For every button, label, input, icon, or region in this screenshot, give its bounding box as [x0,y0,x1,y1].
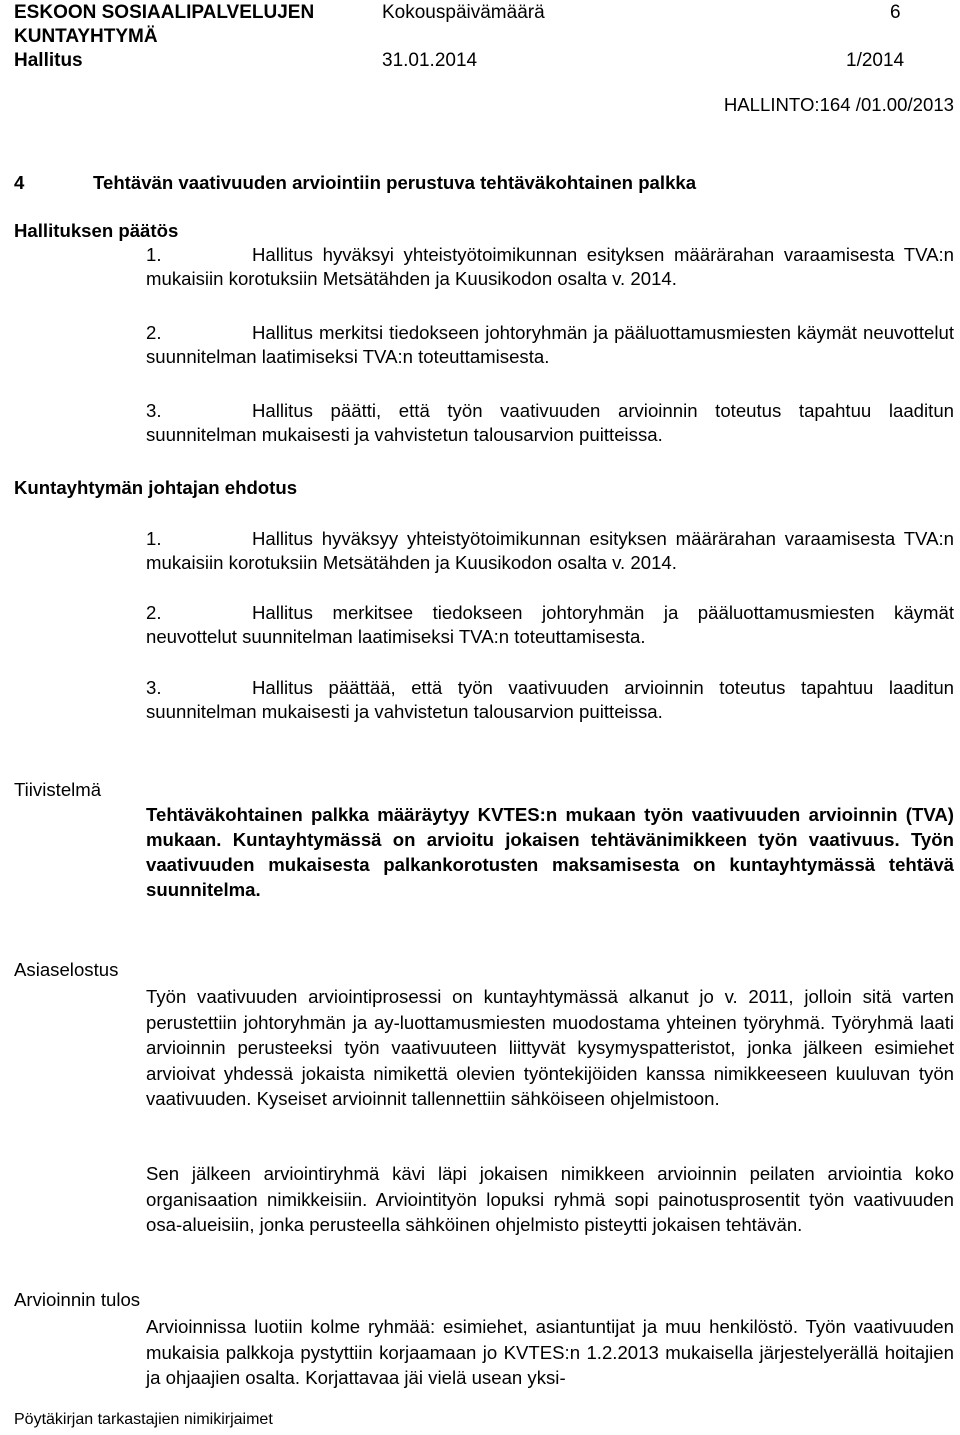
decision-item-number: 1. [146,244,162,265]
background-paragraph-1: Työn vaativuuden arviointiprosessi on kuntayhtymässä alkanut jo v. 2011, jolloin sitä varten perustettiin johtoryhmän ja ay-luottamusmiesten muodostama yhteinen työryhmä. Työryhmä laati arvioinnin perusteeksi työn vaativuuteen liittyvät kysymyspatteristot, jonka jälkeen esimiehet arvioivat yhdessä jokaista nimikettä olevien työntekijöiden kanssa nimikkeeseen kuuluvan työn vaativuuden. Kyseiset arvioinnit tallennettiin sähköiseen ohjelmistoon. [146,986,954,1109]
minutes-number: 1/2014 [846,50,905,71]
summary-text: Tehtäväkohtainen palkka määräytyy KVTES:n mukaan työn vaativuuden arvioinnin (TVA) mukaan. Kuntayhtymässä on arvioitu jokaisen tehtävänimikkeen työn vaativuus. Työn vaativuuden mukaisesta palkankorotusten maksamisesta on kuntayhtymässä tehtävä suunnitelma. [146,804,954,900]
date-value: 31.01.2014 [382,50,478,71]
reference-code: HALLINTO:164 /01.00/2013 [723,94,954,115]
proposal-item [146,601,954,649]
footer-initials-label: Pöytäkirjan tarkastajien nimikirjaimet [14,1411,273,1428]
result-text: Arvioinnissa luotiin kolme ryhmää: esimiehet, asiantuntijat ja muu henkilöstö. Työn vaativuuden mukaisia palkkoja pystyttiin korjaamaan jo KVTES:n 1.2.2013 mukaisella järjestelyerällä hoitajien ja ohjaajien osalta. Korjattavaa jäi vielä usean yksi- [146,1316,954,1388]
summary-label: Tiivistelmä [14,779,102,800]
proposal-item-number: 3. [146,677,162,698]
section-number: 4 [14,172,25,193]
proposal-item-number: 1. [146,528,162,549]
meeting-body: Hallitus [14,50,83,71]
org-name-line2: KUNTAYHTYMÄ [14,26,158,47]
result-label: Arvioinnin tulos [14,1289,141,1310]
proposal-item-text: Hallitus hyväksyy yhteistyötoimikunnan esityksen määrärahan varaamisesta TVA:n mukaisiin korotuksiin Metsätähden ja Kuusikodon osalta v. 2014. [146,528,954,573]
org-name-line1: ESKOON SOSIAALIPALVELUJEN [14,2,315,23]
decision-item-text: Hallitus hyväksyi yhteistyötoimikunnan esityksen määrärahan varaamisesta TVA:n mukaisiin korotuksiin Metsätähden ja Kuusikodon osalta v. 2014. [146,244,954,289]
decision-item-text: Hallitus päätti, että työn vaativuuden arvioinnin toteutus tapahtuu laaditun suunnitelman mukaisesti ja vahvistetun talousarvion puitteissa. [146,400,954,445]
background-label: Asiaselostus [14,959,119,980]
decision-item-text: Hallitus merkitsi tiedokseen johtoryhmän ja pääluottamusmiesten käymät neuvottelut suunnitelman laatimiseksi TVA:n toteuttamisesta. [146,322,954,367]
background-paragraph-2: Sen jälkeen arviointiryhmä kävi läpi jokaisen nimikkeen arvioinnin peilaten arviointia koko organisaation nimikkeisiin. Arviointityön lopuksi ryhmä sopi painotusprosentit työn vaativuuden osa-alueisiin, jonka perusteella sähköinen ohjelmisto pisteytti jokaisen tehtävän. [146,1163,954,1235]
decision-item-number: 2. [146,322,162,343]
decision-heading: Hallituksen päätös [14,220,179,241]
decision-item [146,399,954,447]
proposal-item [146,527,954,575]
proposal-item [146,676,954,724]
proposal-item-number: 2. [146,602,162,623]
page-number: 6 [890,2,901,23]
decision-item [146,243,954,291]
section-title: Tehtävän vaativuuden arviointiin perustuva tehtäväkohtainen palkka [93,172,697,193]
proposal-item-text: Hallitus merkitsee tiedokseen johtoryhmän ja pääluottamusmiesten käymät neuvottelut suunnitelman laatimiseksi TVA:n toteuttamisesta. [146,602,954,647]
decision-item-number: 3. [146,400,162,421]
proposal-item-text: Hallitus päättää, että työn vaativuuden arvioinnin toteutus tapahtuu laaditun suunnitelman mukaisesti ja vahvistetun talousarvion puitteissa. [146,677,954,722]
decision-item [146,321,954,369]
date-label: Kokouspäivämäärä [382,2,545,23]
proposal-heading: Kuntayhtymän johtajan ehdotus [14,477,298,498]
